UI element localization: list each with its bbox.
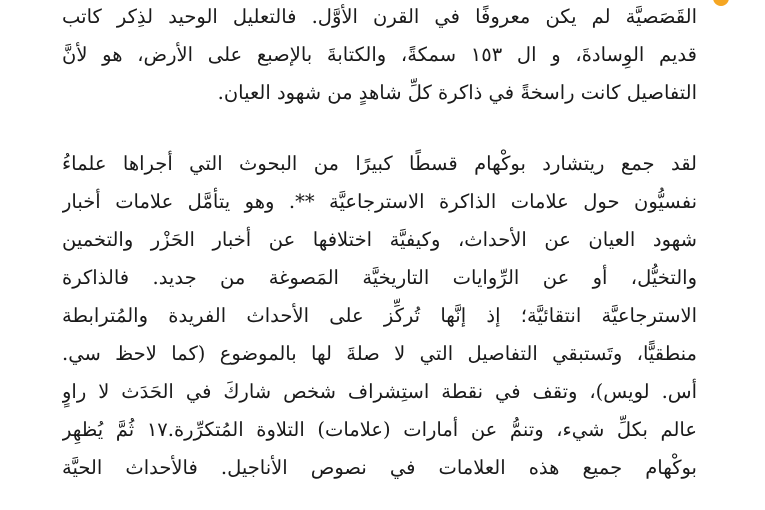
text-line: منطقيًّا، وتَستبقي التفاصيل التي لا صلةَ لها بالموضوع (كما لاحظ سي. (62, 342, 697, 365)
text-line: الاسترجاعيَّة انتقائيَّة؛ إذ إنَّها تُركِّز على الأحداث الفريدة والمُترابطة (62, 304, 697, 327)
text-line: أس. لويس)، وتقف في نقطة استِشراف شخص شاركَ في الحَدَث لا راوٍ (62, 380, 697, 403)
paragraph-1 (62, 0, 697, 112)
text-line: لقد جمع ريتشارد بوكْهام قسطًا كبيرًا من البحوث التي أجراها علماءُ (62, 152, 697, 175)
text-line: نفسيُّون حول علامات الذاكرة الاسترجاعيَّة **. وهو يتأمَّل علامات أخبار (62, 190, 697, 213)
orange-bookmark-mark (713, 0, 729, 6)
text-line: والتخيُّل، أو عن الرِّوايات التاريخيَّة المَصوغة من جديد. فالذاكرة (62, 266, 697, 289)
text-line: قديم الوِسادةَ، و ال ١٥٣ سمكةً، والكتابةَ بالإصبع على الأرض، هو لأنَّ (62, 43, 697, 66)
text-line: التفاصيل كانت راسخةً في ذاكرة كلِّ شاهدٍ من شهود العيان. (217, 81, 697, 104)
text-line: القَصَصيَّة لم يكن معروفًا في القرن الأوَّل. فالتعليل الوحيد لذِكر كاتب (62, 5, 697, 28)
text-line: شهود العيان عن الأحداث، وكيفيَّة اختلافها عن أخبار الحَزْر والتخمين (62, 228, 697, 251)
paragraph-2 (62, 145, 697, 487)
text-line: عالم بكلِّ شيء، وتنمُّ عن أمارات (علامات) التلاوة المُتكرِّرة.١٧ ثُمَّ يُظهِر (62, 418, 697, 441)
text-line: بوكْهام جميع هذه العلامات في نصوص الأناجيل. فالأحداث الحيَّة (62, 456, 697, 479)
